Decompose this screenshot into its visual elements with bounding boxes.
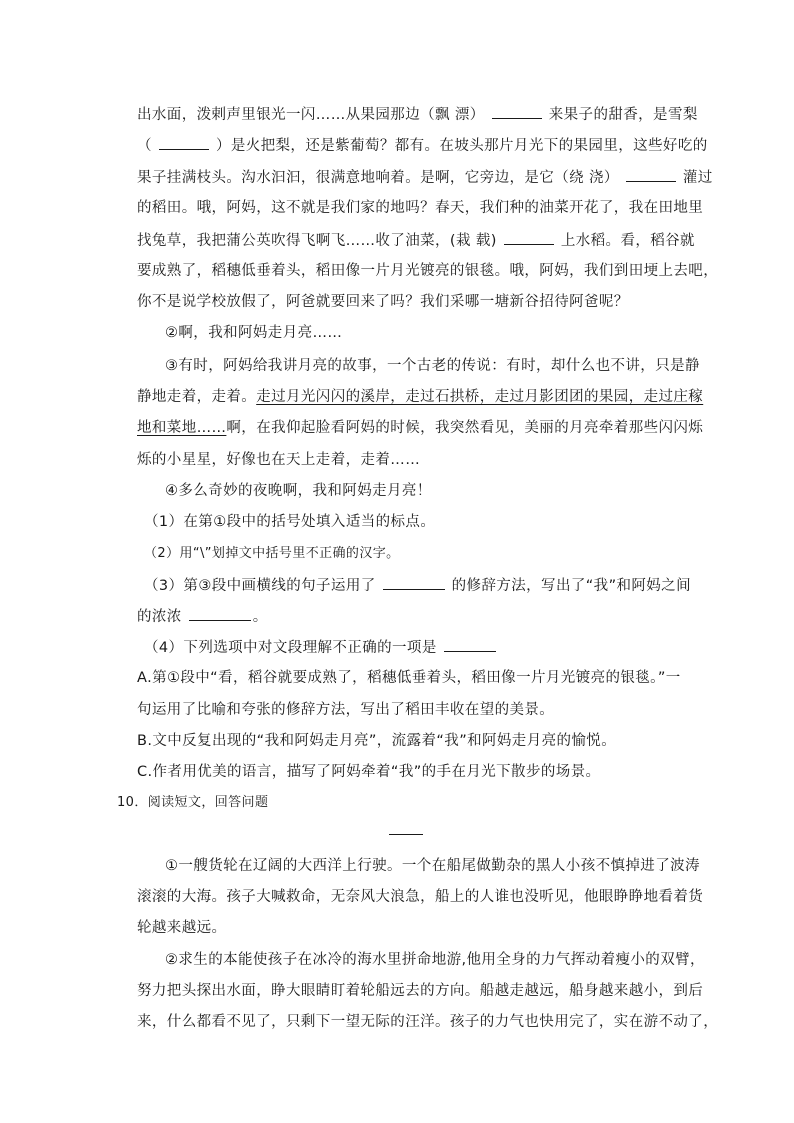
text-line: ③有时，阿妈给我讲月亮的故事，一个古老的传说：有时，却什么也不讲，只是静 [165,358,700,374]
text-line [137,230,695,251]
title-blank[interactable] [389,834,423,835]
text-line [137,387,704,407]
text-line: 你不是说学校放假了，阿爸就要回来了吗？我们采哪一塘新谷招待阿爸呢？ [137,294,629,310]
text-span: （ [137,138,152,154]
text-span: 静地走着，走着。 [137,389,257,405]
paragraph-2: ②啊，我和阿妈走月亮…… [165,325,343,341]
text-span: 上水稻。看，稻谷就 [560,233,695,249]
text-span: （3）第③段中画横线的句子运用了 [144,578,376,594]
text-span: ）是火把梨，还是紫葡萄？都有。在坡头那片月光下的果园里，这些好吃的 [215,138,708,154]
option-a[interactable]: A.第①段中“看，稻谷就要成熟了，稻穗低垂着头，稻田像一片月光镀亮的银毯。”一 [137,670,681,686]
text-line: 烁的小星星，好像也在天上走着，走着…… [137,452,421,468]
text-line [137,135,708,156]
option-c[interactable]: C.作者用优美的语言，描写了阿妈牵着“我”的手在月光下散步的场景。 [137,764,601,780]
text-span: 果子挂满枝头。沟水汩汩，很满意地响着。是啊，它旁边，是它（绕 浇） [137,170,619,186]
text-span: （4）下列选项中对文段理解不正确的一项是 [144,640,437,656]
text-span: 找兔草，我把蒲公英吹得飞啊飞……收了油菜，(栽 载) [137,233,497,249]
underlined-sentence: 走过月光闪闪的溪岸，走过石拱桥，走过月影团团的果园，走过庄稼 [256,389,704,405]
text-line [137,104,698,125]
answer-blank[interactable] [444,637,496,652]
question-3 [144,575,691,596]
paragraph-4: ④多么奇妙的夜晚啊，我和阿妈走月亮！ [165,483,432,499]
text-span: 出水面，泼剌声里银光一闪……从果园那边（飘 漂） [137,107,485,123]
answer-blank[interactable] [626,167,676,182]
question-10-heading: 10．阅读短文，回答问题 [117,795,269,810]
option-a-cont: 句运用了比喻和夸张的修辞方法，写出了稻田丰收在望的美景。 [137,702,555,718]
question-2: （2）用“\”划掉文中括号里不正确的汉字。 [144,546,400,561]
text-line: ①一艘货轮在辽阔的大西洋上行驶。一个在船尾做勤杂的黑人小孩不慎掉进了波涛 [165,858,700,874]
option-b[interactable]: B.文中反复出现的“我和阿妈走月亮”，流露着“我”和阿妈走月亮的愉悦。 [137,733,617,749]
text-line: 努力把头探出水面，睁大眼睛盯着轮船远去的方向。船越走越远，船身越来越小，到后 [137,983,704,999]
text-line: 要成熟了，稻穗低垂着头，稻田像一片月光镀亮的银毯。哦，阿妈，我们到田埂上去吧， [137,263,719,279]
answer-blank[interactable] [492,104,542,119]
text-span: 来果子的甜香，是雪梨 [548,107,698,123]
answer-blank[interactable] [383,575,445,590]
text-span: 灌过 [682,170,713,186]
answer-blank[interactable] [189,606,251,621]
text-line: 来，什么都看不见了，只剩下一望无际的汪洋。孩子的力气也快用完了，实在游不动了， [137,1014,719,1030]
text-line: 的稻田。哦，阿妈，这不就是我们家的地吗？春天，我们种的油菜开花了，我在田地里 [137,200,704,216]
question-3-cont [137,606,677,627]
text-line: ②求生的本能使孩子在冰冷的海水里拼命地游,他用全身的力气挥动着瘦小的双臂， [165,952,705,968]
underlined-sentence: 地和菜地…… [137,420,227,436]
text-line: 轮越来越远。 [137,920,227,936]
question-1: （1）在第①段中的括号处填入适当的标点。 [144,514,436,530]
text-line [137,418,704,438]
question-4 [144,637,684,658]
text-span: 的修辞方法，写出了“我”和阿妈之间 [451,578,691,594]
text-span: 啊，在我仰起脸看阿妈的时候，我突然看见，美丽的月亮牵着那些闪闪烁 [226,420,704,436]
text-span: 的浓浓 [137,609,182,625]
text-line: 滚滚的大海。孩子大喊救命，无奈风大浪急，船上的人谁也没听见，他眼睁睁地看着货 [137,889,704,905]
text-span: 。 [252,609,268,625]
text-line [137,167,713,188]
answer-blank[interactable] [504,230,554,245]
answer-blank[interactable] [159,135,209,150]
